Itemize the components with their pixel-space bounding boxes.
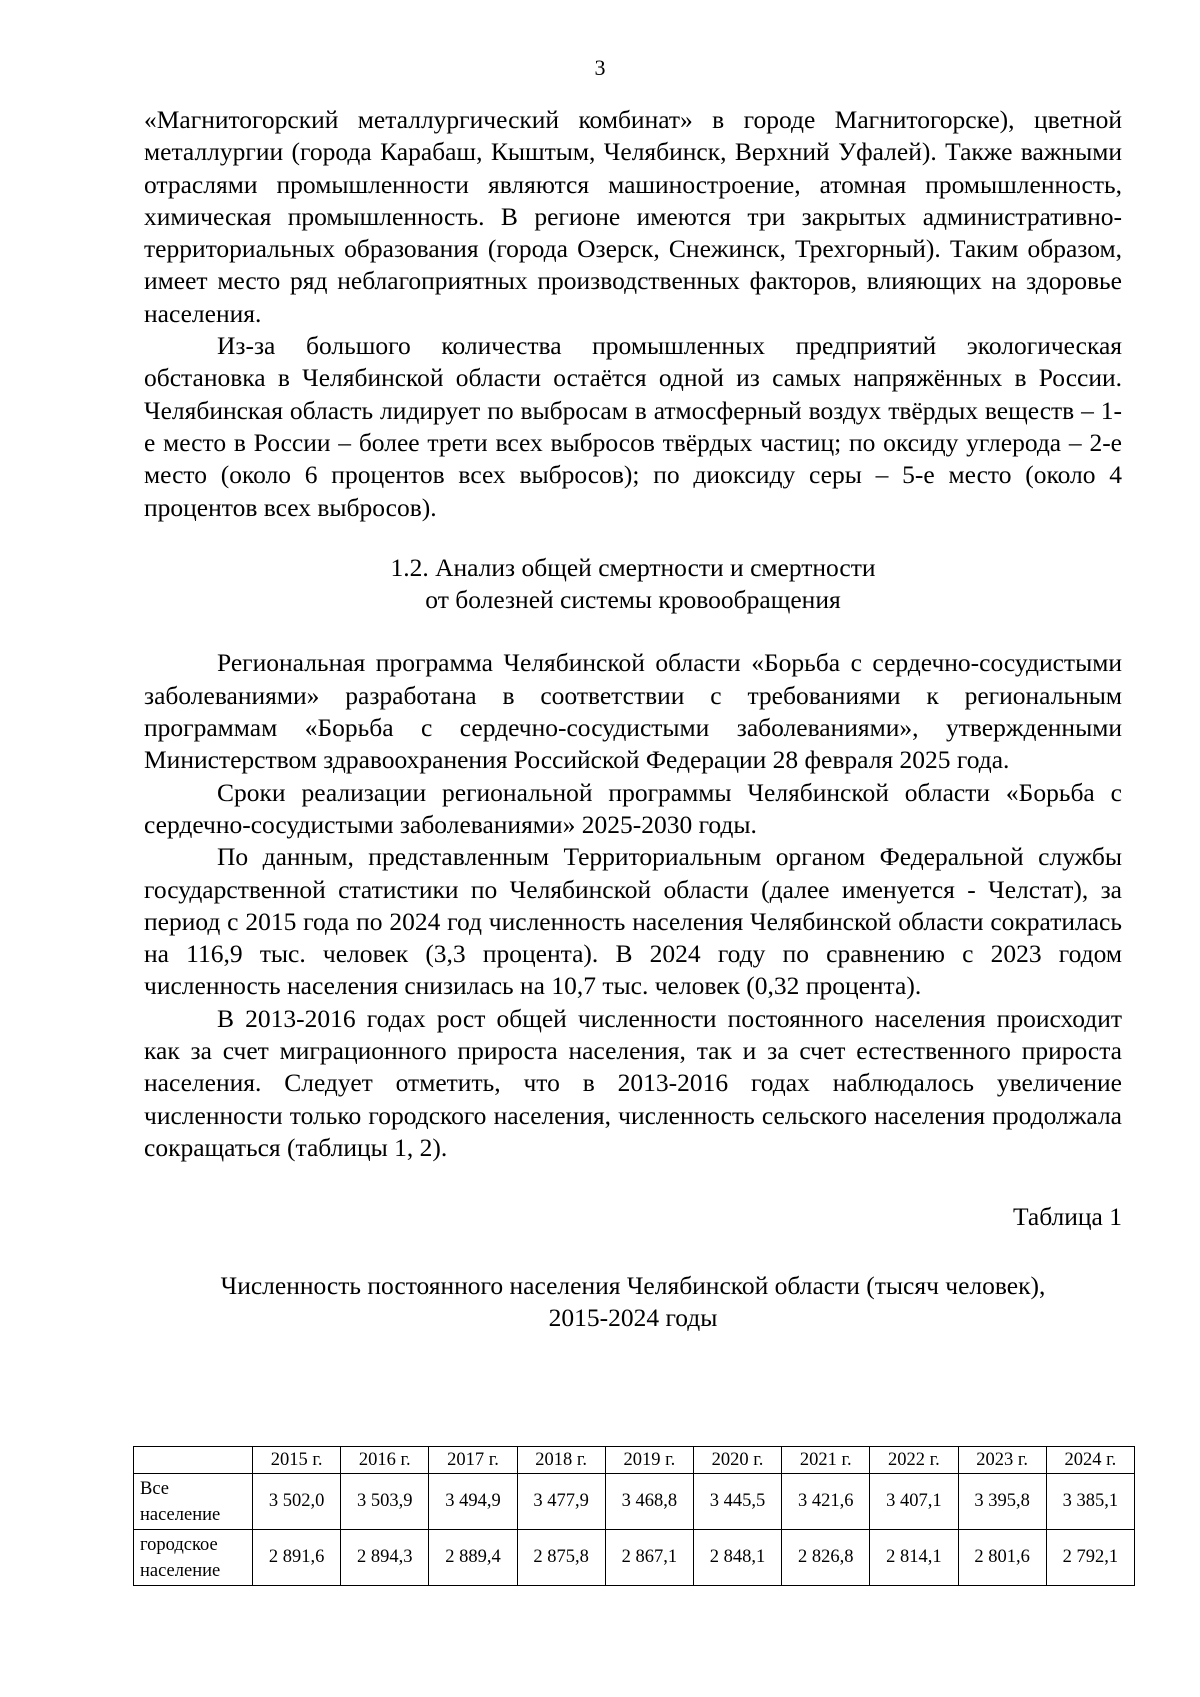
- table-cell: 2 889,4: [429, 1530, 517, 1586]
- table-cell: 2 792,1: [1046, 1530, 1134, 1586]
- table-cell: 2 814,1: [870, 1530, 958, 1586]
- row-label-line-1: Все: [140, 1478, 169, 1499]
- table-cell: 2 801,6: [958, 1530, 1046, 1586]
- page-number: 3: [594, 55, 606, 80]
- year-header: 2022 г.: [870, 1447, 958, 1474]
- year-header: 2024 г.: [1046, 1447, 1134, 1474]
- table-cell: 3 445,5: [693, 1474, 781, 1530]
- table-cell: 2 875,8: [517, 1530, 605, 1586]
- paragraph-ecology: Из-за большого количества промышленных предприятий экологическая обстановка в Челябинской области остаётся одной из самых напряжённых в России. Челябинская область лидирует по выбросам в атмосферный воздух твёрдых веществ – 1-е место в России – более трети всех выбросов твёрдых частиц; по оксиду углерода – 2-е место (около 6 процентов всех выбросов); по диоксиду серы – 5-е место (около 4 процентов всех выбросов).: [144, 331, 1122, 522]
- row-label-line-2: население: [140, 1504, 221, 1525]
- paragraph-terms: Сроки реализации региональной программы Челябинской области «Борьба с сердечно-сосудистыми заболеваниями» 2025-2030 годы.: [144, 777, 1122, 839]
- table-cell: 2 867,1: [605, 1530, 693, 1586]
- paragraph-industry: «Магнитогорский металлургический комбинат» в городе Магнитогорске), цветной металлургии (города Карабаш, Кыштым, Челябинск, Верхний Уфалей). Также важными отраслями промышленности являются машиностроение, атомная промышленность, химическая промышленность. В регионе имеются три закрытых административно-территориальных образования (города Озерск, Снежинск, Трехгорный). Таким образом, имеет место ряд неблагоприятных производственных факторов, влияющих на здоровье населения.: [144, 105, 1122, 328]
- table-cell: 3 494,9: [429, 1474, 517, 1530]
- row-label: [134, 1530, 253, 1586]
- table-corner-cell: [134, 1447, 253, 1474]
- paragraph-program: Региональная программа Челябинской области «Борьба с сердечно-сосудистыми заболеваниями» разработана в соответствии с требованиями к региональным программам «Борьба с сердечно-сосудистыми заболеваниями», утвержденными Министерством здравоохранения Российской Федерации 28 февраля 2025 года.: [144, 648, 1122, 775]
- table-cell: 3 503,9: [341, 1474, 429, 1530]
- population-table: [133, 1446, 1135, 1586]
- year-header: 2021 г.: [782, 1447, 870, 1474]
- year-header: 2019 г.: [605, 1447, 693, 1474]
- year-header: 2015 г.: [253, 1447, 341, 1474]
- table-caption-line-2: 2015-2024 годы: [548, 1302, 718, 1332]
- table-caption: [144, 1270, 1122, 1335]
- table-row-urban: [134, 1530, 1135, 1586]
- row-label-line-2: население: [140, 1560, 221, 1581]
- table-label: Таблица 1: [1012, 1202, 1122, 1232]
- year-header: 2017 г.: [429, 1447, 517, 1474]
- table-cell: 2 891,6: [253, 1530, 341, 1586]
- table-cell: 2 894,3: [341, 1530, 429, 1586]
- paragraph-population: По данным, представленным Территориальным органом Федеральной службы государственной статистики по Челябинской области (далее именуется - Челстат), за период с 2015 года по 2024 год численность населения Челябинской области сократилась на 116,9 тыс. человек (3,3 процента). В 2024 году по сравнению с 2023 годом численность населения снизилась на 10,7 тыс. человек (0,32 процента).: [144, 842, 1122, 1001]
- table-cell: 3 395,8: [958, 1474, 1046, 1530]
- section-title-line-1: 1.2. Анализ общей смертности и смертности: [390, 552, 876, 582]
- table-cell: 3 407,1: [870, 1474, 958, 1530]
- table-row-total: [134, 1474, 1135, 1530]
- table-header-row: [134, 1447, 1135, 1474]
- table-caption-line-1: Численность постоянного населения Челябинской области (тысяч человек),: [220, 1270, 1046, 1300]
- table-cell: 3 477,9: [517, 1474, 605, 1530]
- document-body: [144, 104, 1122, 1334]
- paragraph-growth: В 2013-2016 годах рост общей численности постоянного населения происходит как за счет миграционного прироста населения, так и за счет естественного прироста населения. Следует отметить, что в 2013-2016 годах наблюдалось увеличение численности только городского населения, численность сельского населения продолжала сокращаться (таблицы 1, 2).: [144, 1003, 1122, 1162]
- table-cell: 3 468,8: [605, 1474, 693, 1530]
- year-header: 2023 г.: [958, 1447, 1046, 1474]
- row-label-line-1: городское: [140, 1534, 218, 1555]
- year-header: 2020 г.: [693, 1447, 781, 1474]
- year-header: 2016 г.: [341, 1447, 429, 1474]
- section-title-line-2: от болезней системы кровообращения: [425, 585, 841, 615]
- table-cell: 3 385,1: [1046, 1474, 1134, 1530]
- table-cell: 2 826,8: [782, 1530, 870, 1586]
- table-cell: 3 421,6: [782, 1474, 870, 1530]
- table-cell: 3 502,0: [253, 1474, 341, 1530]
- section-title: [144, 552, 1122, 617]
- year-header: 2018 г.: [517, 1447, 605, 1474]
- row-label: [134, 1474, 253, 1530]
- table-cell: 2 848,1: [693, 1530, 781, 1586]
